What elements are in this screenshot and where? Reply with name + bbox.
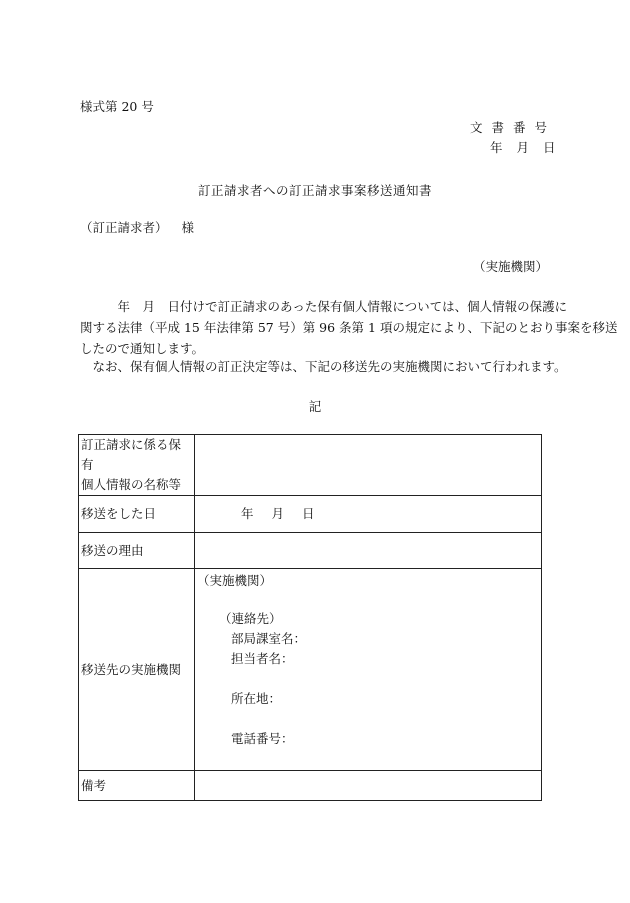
department-label: 部局課室名： [231,631,307,646]
body-line: したので通知します。 [80,341,205,356]
body-line: なお、保有個人情報の訂正決定等は、下記の移送先の実施機関において行われます。 [80,359,567,374]
label-transfer-date: 移送をした日 [79,496,195,533]
addressee [80,218,194,236]
transfer-day-label: 日 [302,506,315,521]
table-row [79,435,542,496]
addressee-name: （訂正請求者） [80,220,168,235]
label-transfer-reason: 移送の理由 [79,533,195,569]
table-row [79,771,542,801]
value-info-name [195,435,542,496]
value-destination-agency [195,569,542,771]
document-number-label: 文書番号 [470,120,557,135]
person-in-charge-label: 担当者名： [231,651,294,666]
destination-agency-label: （実施機関） [197,573,273,588]
label-line: 訂正請求に係る保有 [81,437,182,472]
contact-label: （連絡先） [219,611,282,626]
address-label: 所在地： [231,691,282,706]
details-table [78,434,542,801]
value-transfer-reason [195,533,542,569]
table-row [79,533,542,569]
table-row [79,569,542,771]
transfer-month-label: 月 [271,506,285,521]
ki-heading: 記 [308,399,322,414]
date-day-label: 日 [543,140,556,155]
sender-agency: （実施機関） [472,259,548,274]
form-number: 様式第 20 号 [80,99,154,114]
table-row [79,496,542,533]
label-info-name [79,435,195,496]
addressee-honorific: 様 [181,220,195,235]
transfer-year-label: 年 [241,506,254,521]
document-title: 訂正請求者への訂正請求事案移送通知書 [197,183,432,198]
document-date [490,138,556,156]
value-transfer-date [195,496,542,533]
label-remarks: 備考 [79,771,195,801]
body-line: 年 月 日付けで訂正請求のあった保有個人情報については、個人情報の保護に [80,299,568,314]
body-paragraph-1 [80,296,618,359]
body-paragraph-2 [80,356,567,377]
date-month-label: 月 [516,140,530,155]
body-line: 関する法律（平成 15 年法律第 57 号）第 96 条第 1 項の規定により、下記のとおり事案を移送 [80,320,618,335]
phone-label: 電話番号： [231,731,294,746]
date-year-label: 年 [490,140,503,155]
value-remarks [195,771,542,801]
label-line: 個人情報の名称等 [81,477,182,492]
label-destination-agency: 移送先の実施機関 [79,569,195,771]
